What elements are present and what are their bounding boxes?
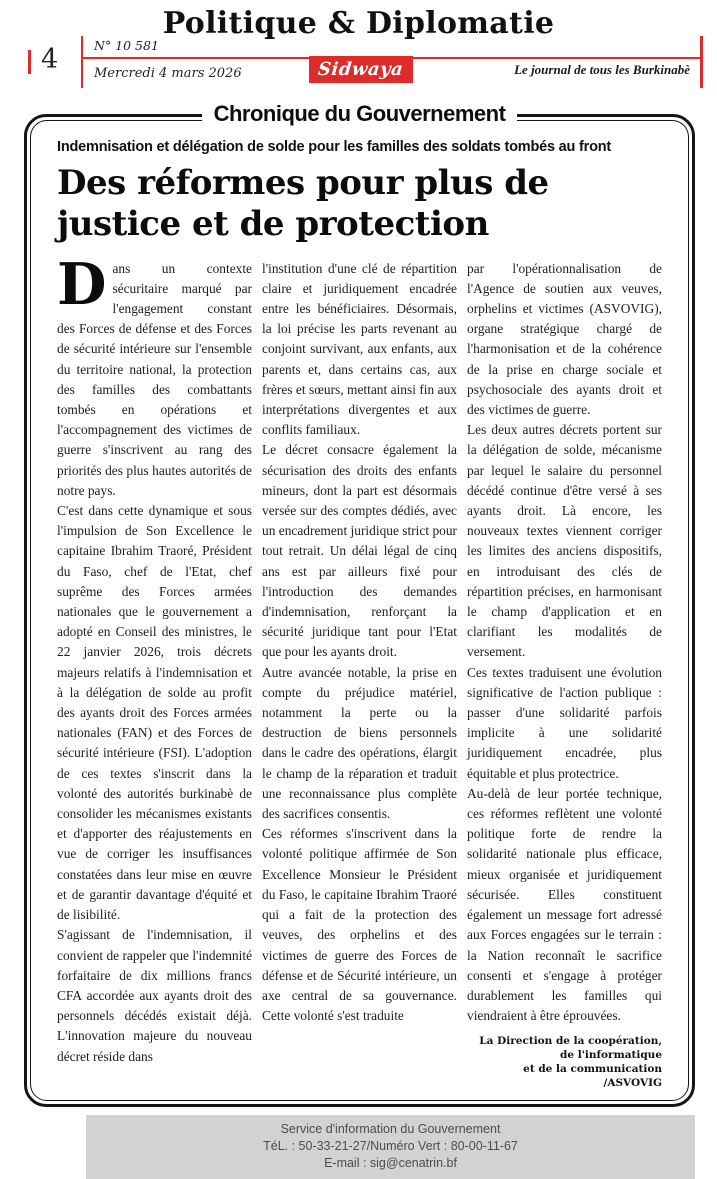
footer-bar bbox=[86, 1115, 695, 1179]
column-1 bbox=[57, 250, 253, 1091]
drop-cap: D bbox=[57, 250, 107, 318]
article-paragraph: S'agissant de l'indemnisation, il convient de rappeler que l'indemnité forfaitaire de dix millions francs CFA accordée aux ayants droit des personnels décédés existait déjà. L'innovation majeure du nouveau décret réside dans bbox=[57, 927, 253, 1064]
signature-line: La Direction de la coopération, de l'informatique bbox=[479, 1035, 662, 1062]
article-paragraph: Ces réformes s'inscrivent dans la volonté politique affirmée de Son Excellence Monsieur le Président du Faso, le capitaine Ibrahim Traoré qui a fait de la protection des veuves, des orphelins et des victimes de guerre des Forces de défense et de Sécurité intérieure, un axe central de sa gouvernance. Cette volonté s'est traduite bbox=[262, 826, 457, 1024]
article-headline: Des réformes pour plus de justice et de protection bbox=[57, 163, 549, 244]
column-2 bbox=[262, 259, 457, 1091]
article-paragraph: par l'opérationnalisation de l'Agence de soutien aux veuves, orphelins et victimes (ASVOVIG), organe stratégique chargé de l'harmonisation et de la cohérence de la prise en charge sociale et psychosociale des ayants droit et des victimes de guerre. bbox=[467, 260, 662, 418]
sidwaya-logo-text: Sidwaya bbox=[317, 59, 405, 80]
article-paragraph: l'institution d'une clé de répartition claire et juridiquement encadrée entre les bénéficiaires. Désormais, la loi précise les parts revenant au conjoint survivant, aux enfants, aux parents et, dans certains cas, aux frères et sœurs, mettant ainsi fin aux interprétations divergentes et aux conflits familiaux. bbox=[262, 260, 457, 438]
article-kicker: Indemnisation et délégation de solde pour les familles des soldats tombés au front bbox=[57, 139, 612, 155]
article-frame bbox=[24, 101, 695, 1107]
red-vertical-rule bbox=[81, 36, 83, 88]
rubric-title: Chronique du Gouvernement bbox=[202, 101, 518, 127]
article-paragraph: Au-delà de leur portée technique, ces réformes reflètent une volonté politique forte de rendre la solidarité nationale plus efficace, mieux organisée et juridiquement sécurisée. Elles constituent également un message fort adressé aux Forces engagées sur le terrain : la Nation reconnaît le sacrifice consenti et s'engage à protéger durablement les familles qui viendraient à être éprouvées. bbox=[467, 785, 662, 1024]
sidwaya-logo bbox=[309, 56, 413, 83]
article-paragraph: Ces textes traduisent une évolution significative de l'action publique : passer d'une solidarité parfois implicite à une solidarité juridiquement encadrée, plus équitable et plus protectrice. bbox=[467, 664, 662, 781]
footer-phone-numbers: TéL. : 50-33-21-27/Numéro Vert : 80-00-11-67 bbox=[263, 1139, 518, 1154]
signature-line: et de la communication /ASVOVIG bbox=[523, 1063, 662, 1090]
article-paragraph: Le décret consacre également la sécurisation des droits des enfants mineurs, dont la part est désormais versée sur des comptes dédiés, avec un encadrement juridique strict pour tout retrait. Un délai légal de cinq ans est par ailleurs fixé pour l'introduction des demandes d'indemnisation, renforçant la sécurité juridique tant pour l'Etat que pour les ayants droit. bbox=[262, 442, 457, 660]
article-signature bbox=[467, 1034, 662, 1090]
publication-date: Mercredi 4 mars 2026 bbox=[94, 66, 242, 81]
newspaper-tagline: Le journal de tous les Burkinabè bbox=[514, 62, 690, 77]
article-paragraph bbox=[57, 250, 252, 501]
edition-number: N° 10 581 bbox=[94, 38, 159, 53]
footer-service-name: Service d'information du Gouvernement bbox=[280, 1122, 501, 1137]
column-3 bbox=[467, 259, 662, 1091]
article-paragraph: Les deux autres décrets portent sur la délégation de solde, mécanisme par lequel le salaire du personnel décédé continue d'être versé à ses ayants droit. Là encore, les nouveaux textes viennent corriger les limites des anciens dispositifs, en introduisant des clés de répartition précises, en harmonisant le champ d'application et en clarifiant les modalités de versement. bbox=[467, 422, 662, 660]
red-right-rule bbox=[700, 36, 703, 88]
article-content bbox=[30, 120, 689, 1101]
section-title: Politique & Diplomatie bbox=[162, 6, 555, 41]
red-tick-decoration bbox=[28, 50, 31, 74]
article-paragraph-text: ans un contexte sécuritaire marqué par l'engagement constant des Forces de défense et des Forces de sécurité intérieure sur l'ensemble du territoire national, la protection des familles des combattants tombés en opérations et l'accompagnement des victimes de guerre s'inscrivent au rang des priorités des plus hautes autorités de notre pays. bbox=[57, 260, 252, 498]
article-columns bbox=[57, 250, 662, 1091]
article-paragraph: Autre avancée notable, la prise en compte du préjudice matériel, notamment la perte ou la destruction de biens personnels dans le cadre des opérations, élargit le champ de la réparation et traduit une reconnaissance plus complète des sacrifices consentis. bbox=[262, 664, 457, 822]
footer-email: E-mail : sig@cenatrin.bf bbox=[324, 1156, 457, 1171]
page-header bbox=[0, 0, 717, 88]
article-paragraph: C'est dans cette dynamique et sous l'impulsion de Son Excellence le capitaine Ibrahim Traoré, Président du Faso, chef de l'Etat, chef suprême des Forces armées nationales que le gouvernement a adopté en Conseil des ministres, le 22 janvier 2026, trois décrets majeurs relatifs à l'indemnisation et à la délégation de solde au profit des ayants droit des Forces armées nationales (FAN) et des Forces de sécurité intérieure (FSI). L'adoption de ces textes s'inscrit dans la volonté des autorités burkinabè de consolider les mécanismes existants et d'apporter des réajustements en vue de corriger les insuffisances constatées dans leur mise en œuvre et de garantir davantage d'équité et de lisibilité. bbox=[57, 503, 252, 923]
page-number: 4 bbox=[41, 44, 59, 75]
